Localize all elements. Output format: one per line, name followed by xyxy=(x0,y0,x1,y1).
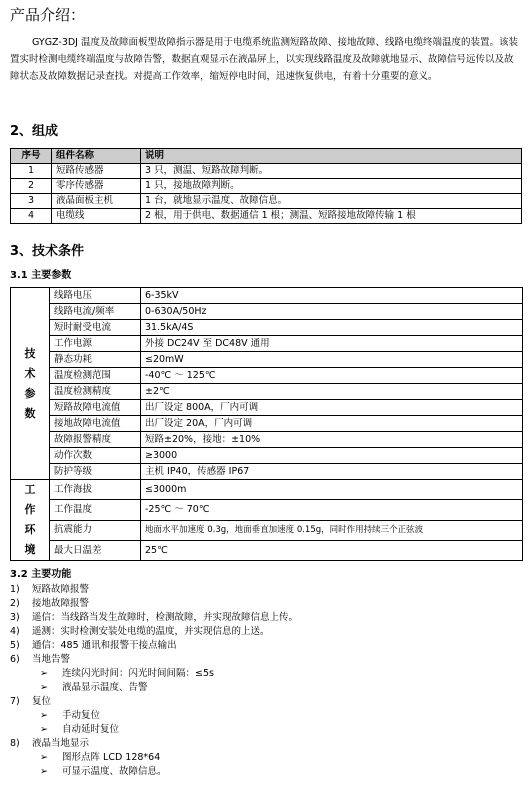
param-value: 31.5kA/4S xyxy=(141,320,523,336)
param-value: 25℃ xyxy=(141,540,523,560)
param-value: 地面水平加速度 0.3g，地面垂直加速度 0.15g，同时作用持续三个正弦波 xyxy=(141,520,523,540)
table-row xyxy=(11,352,523,368)
param-name: 最大日温差 xyxy=(50,540,141,560)
bullet-arrow-icon: ➢ xyxy=(40,710,48,721)
list-item xyxy=(10,696,525,710)
param-name: 温度检测精度 xyxy=(50,384,141,400)
section-heading-composition: 2、组成 xyxy=(10,124,59,139)
sub-list-item xyxy=(10,766,525,780)
table-cell: 4 xyxy=(11,209,52,224)
list-text: 液晶当地显示 xyxy=(32,738,90,749)
table-row xyxy=(11,304,523,320)
table-row xyxy=(11,384,523,400)
table-row xyxy=(11,464,523,480)
table-row xyxy=(11,416,523,432)
sub-list-text: 自动延时复位 xyxy=(62,724,120,735)
intro-text: GYGZ-3DJ 温度及故障面板型故障指示器是用于电缆系统监测短路故障、接地故障、线路电缆终端温度的装置。该装置实时检测电缆终端温度与故障告警，数据直观显示在液晶屏上，以实现线路温度及故障就地显示、故障信号远传以及故障状态及故障数据记录查找。对提高工作效率，缩短停电时间，迅速恢复供电，有着十分重要的意义。 xyxy=(10,37,519,82)
list-number: 7) xyxy=(10,696,20,707)
table-cell: 零序传感器 xyxy=(52,179,141,194)
col-header: 序号 xyxy=(11,149,52,164)
list-number: 5) xyxy=(10,640,20,651)
table-cell: 1 台，就地显示温度、故障信息。 xyxy=(141,194,522,209)
param-value: 出厂设定 20A，厂内可调 xyxy=(141,416,523,432)
list-item xyxy=(10,626,525,640)
param-name: 静态功耗 xyxy=(50,352,141,368)
table-row xyxy=(11,288,523,304)
sub-list-item xyxy=(10,710,525,724)
col-header: 说明 xyxy=(141,149,522,164)
table-row xyxy=(11,336,523,352)
table-row xyxy=(11,194,522,209)
table-row xyxy=(11,368,523,384)
table-row xyxy=(11,209,522,224)
list-item xyxy=(10,640,525,654)
bullet-arrow-icon: ➢ xyxy=(40,752,48,763)
list-number: 6) xyxy=(10,654,20,665)
table-cell: 2 xyxy=(11,179,52,194)
table-row xyxy=(11,520,523,540)
table-cell: 2 根，用于供电、数据通信 1 根；测温、短路接地故障传输 1 根 xyxy=(141,209,522,224)
param-value: 出厂设定 800A，厂内可调 xyxy=(141,400,523,416)
param-name: 接地故障电流值 xyxy=(50,416,141,432)
list-item xyxy=(10,654,525,668)
table-row xyxy=(11,179,522,194)
sub-list-item xyxy=(10,682,525,696)
list-item xyxy=(10,738,525,752)
param-value: ≤20mW xyxy=(141,352,523,368)
section-heading-tech: 3、技术条件 xyxy=(10,244,85,259)
param-value: -40℃ ～ 125℃ xyxy=(141,368,523,384)
list-text: 通信：485 通讯和报警干接点输出 xyxy=(32,640,177,651)
table-row xyxy=(11,480,523,500)
table-row xyxy=(11,432,523,448)
list-number: 1) xyxy=(10,584,20,595)
param-value: 外接 DC24V 至 DC48V 通用 xyxy=(141,336,523,352)
sub-list-item xyxy=(10,668,525,682)
composition-table xyxy=(10,148,522,224)
list-number: 4) xyxy=(10,626,20,637)
param-value: 0-630A/50Hz xyxy=(141,304,523,320)
sub-list-text: 图形点阵 LCD 128*64 xyxy=(62,752,161,763)
sub-list-text: 连续闪光时间：闪光时间间隔：≤5s xyxy=(62,668,214,679)
bullet-arrow-icon: ➢ xyxy=(40,682,48,693)
param-value: ±2℃ xyxy=(141,384,523,400)
table-cell: 电缆线 xyxy=(52,209,141,224)
category-tech xyxy=(11,288,50,480)
param-value: -25℃ ～ 70℃ xyxy=(141,500,523,520)
category-env xyxy=(11,480,50,561)
table-row xyxy=(11,164,522,179)
bullet-arrow-icon: ➢ xyxy=(40,724,48,735)
sub-list-text: 液晶显示温度、告警 xyxy=(62,682,148,693)
param-value: ≥3000 xyxy=(141,448,523,464)
table-cell: 液晶面板主机 xyxy=(52,194,141,209)
list-text: 复位 xyxy=(32,696,52,707)
param-name: 工作电源 xyxy=(50,336,141,352)
table-row xyxy=(11,540,523,560)
sub-list-text: 手动复位 xyxy=(62,710,101,721)
param-name: 故障报警精度 xyxy=(50,432,141,448)
param-value: ≤3000m xyxy=(141,480,523,500)
param-value: 6-35kV xyxy=(141,288,523,304)
subsection-heading-functions: 3.2 主要功能 xyxy=(10,569,72,580)
param-name: 工作海拔 xyxy=(50,480,141,500)
bullet-arrow-icon: ➢ xyxy=(40,766,48,777)
list-number: 2) xyxy=(10,598,20,609)
sub-list-item xyxy=(10,752,525,766)
list-item xyxy=(10,598,525,612)
category-label: 技术参数 xyxy=(24,346,36,420)
list-text: 接地故障报警 xyxy=(32,598,90,609)
table-cell: 1 xyxy=(11,164,52,179)
param-name: 防护等级 xyxy=(50,464,141,480)
param-value: 主机 IP40，传感器 IP67 xyxy=(141,464,523,480)
table-row xyxy=(11,400,523,416)
param-name: 短时耐受电流 xyxy=(50,320,141,336)
table-header-row xyxy=(11,149,522,164)
param-name: 动作次数 xyxy=(50,448,141,464)
table-row xyxy=(11,448,523,464)
table-cell: 3 只，测温、短路故障判断。 xyxy=(141,164,522,179)
functions-list xyxy=(10,584,525,780)
table-cell: 1 只，接地故障判断。 xyxy=(141,179,522,194)
table-cell: 3 xyxy=(11,194,52,209)
param-value: 短路±20%，接地：±10% xyxy=(141,432,523,448)
list-text: 遥信：当线路当发生故障时，检测故障，并实现故障信息上传。 xyxy=(32,612,299,623)
list-text: 遥测：实时检测安装处电缆的温度，并实现信息的上送。 xyxy=(32,626,270,637)
category-label: 工作环境 xyxy=(24,483,36,556)
col-header: 组件名称 xyxy=(52,149,141,164)
table-row xyxy=(11,320,523,336)
param-name: 线路电流/频率 xyxy=(50,304,141,320)
list-number: 8) xyxy=(10,738,20,749)
list-number: 3) xyxy=(10,612,20,623)
list-item xyxy=(10,584,525,598)
param-name: 抗震能力 xyxy=(50,520,141,540)
param-name: 工作温度 xyxy=(50,500,141,520)
intro-paragraph xyxy=(10,34,522,85)
table-row xyxy=(11,500,523,520)
param-name: 温度检测范围 xyxy=(50,368,141,384)
param-name: 短路故障电流值 xyxy=(50,400,141,416)
params-table xyxy=(10,287,523,561)
list-text: 当地告警 xyxy=(32,654,71,665)
bullet-arrow-icon: ➢ xyxy=(40,668,48,679)
sub-list-item xyxy=(10,724,525,738)
subsection-heading-params: 3.1 主要参数 xyxy=(10,270,72,281)
table-cell: 短路传感器 xyxy=(52,164,141,179)
list-text: 短路故障报警 xyxy=(32,584,90,595)
param-name: 线路电压 xyxy=(50,288,141,304)
page-title: 产品介绍： xyxy=(10,6,86,24)
list-item xyxy=(10,612,525,626)
sub-list-text: 可显示温度、故障信息。 xyxy=(62,766,167,777)
